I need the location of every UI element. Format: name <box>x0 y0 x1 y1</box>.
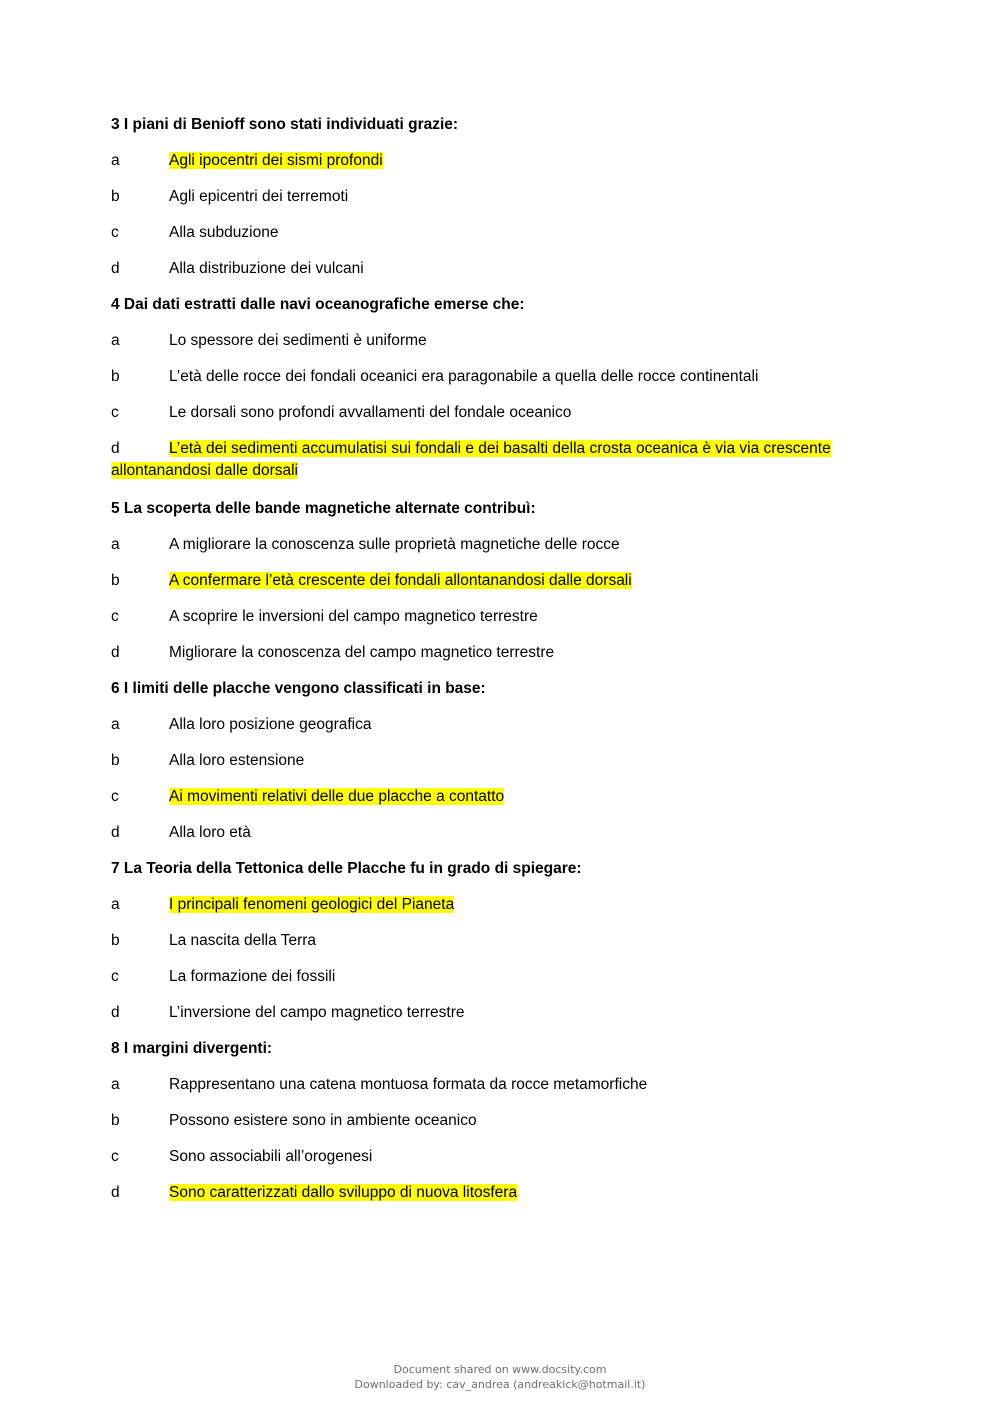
question-block <box>111 114 871 294</box>
option-d <box>111 822 871 858</box>
option-text: La formazione dei fossili <box>169 968 336 985</box>
option-text: A scoprire le inversioni del campo magnetico terrestre <box>169 608 538 625</box>
option-letter: a <box>111 716 120 733</box>
option-c <box>111 966 871 1002</box>
option-text: La nascita della Terra <box>169 932 317 949</box>
option-letter: b <box>111 368 120 385</box>
option-letter: b <box>111 932 120 949</box>
option-a <box>111 330 871 366</box>
option-c <box>111 606 871 642</box>
option-d <box>111 1182 871 1218</box>
question-block <box>111 858 871 1038</box>
question-title: 8 I margini divergenti: <box>111 1040 273 1057</box>
option-a <box>111 150 871 186</box>
docsity-footer <box>0 1362 1000 1392</box>
option-text: I principali fenomeni geologici del Pianeta <box>169 896 455 913</box>
option-text: Possono esistere sono in ambiente oceanico <box>169 1112 477 1129</box>
question-block <box>111 294 871 498</box>
option-letter: d <box>111 1184 120 1201</box>
option-letter: a <box>111 896 120 913</box>
option-text: Lo spessore dei sedimenti è uniforme <box>169 332 427 349</box>
option-text: Alla subduzione <box>169 224 279 241</box>
option-text: Alla distribuzione dei vulcani <box>169 260 364 277</box>
option-text: L’inversione del campo magnetico terrestre <box>169 1004 465 1021</box>
option-b <box>111 570 871 606</box>
option-text: Sono caratterizzati dallo sviluppo di nuova litosfera <box>169 1184 518 1201</box>
question-block <box>111 498 871 678</box>
option-d <box>111 258 871 294</box>
option-c <box>111 1146 871 1182</box>
option-letter: b <box>111 572 120 589</box>
option-letter: c <box>111 1148 119 1165</box>
option-text: Alla loro estensione <box>169 752 305 769</box>
question-block <box>111 1038 871 1218</box>
option-d <box>111 1002 871 1038</box>
option-b <box>111 1110 871 1146</box>
option-text: Ai movimenti relativi delle due placche a contatto <box>169 788 505 805</box>
option-letter: b <box>111 188 120 205</box>
option-letter: b <box>111 752 120 769</box>
option-b <box>111 366 871 402</box>
option-letter: b <box>111 1112 120 1129</box>
option-d <box>111 642 871 678</box>
option-letter: d <box>111 440 120 457</box>
question-title: 5 La scoperta delle bande magnetiche alternate contribuì: <box>111 500 536 517</box>
option-a <box>111 894 871 930</box>
option-a <box>111 714 871 750</box>
option-c <box>111 222 871 258</box>
option-text: Agli epicentri dei terremoti <box>169 188 349 205</box>
option-c <box>111 786 871 822</box>
footer-downloaded-line: Downloaded by: cav_andrea (andreakick@hotmail.it) <box>354 1378 646 1391</box>
option-letter: d <box>111 1004 120 1021</box>
question-title: 7 La Teoria della Tettonica delle Placche fu in grado di spiegare: <box>111 860 582 877</box>
question-title: 4 Dai dati estratti dalle navi oceanografiche emerse che: <box>111 296 525 313</box>
option-text: Sono associabili all’orogenesi <box>169 1148 373 1165</box>
option-text: Agli ipocentri dei sismi profondi <box>169 152 383 169</box>
option-b <box>111 186 871 222</box>
option-letter: d <box>111 260 120 277</box>
option-text: L’età dei sedimenti accumulatisi sui fondali e dei basalti della crosta oceanica è via via crescente allontanandosi dalle dorsali <box>111 440 831 479</box>
option-a <box>111 534 871 570</box>
option-letter: c <box>111 608 119 625</box>
option-letter: a <box>111 536 120 553</box>
option-a <box>111 1074 871 1110</box>
option-text: Alla loro posizione geografica <box>169 716 372 733</box>
option-text: Migliorare la conoscenza del campo magnetico terrestre <box>169 644 555 661</box>
option-letter: a <box>111 152 120 169</box>
option-letter: d <box>111 824 120 841</box>
option-text: Le dorsali sono profondi avvallamenti del fondale oceanico <box>169 404 572 421</box>
option-b <box>111 750 871 786</box>
option-letter: d <box>111 644 120 661</box>
option-b <box>111 930 871 966</box>
option-letter: a <box>111 332 120 349</box>
option-letter: c <box>111 224 119 241</box>
footer-shared-line: Document shared on www.docsity.com <box>393 1363 607 1376</box>
option-letter: c <box>111 404 119 421</box>
quiz-content <box>111 114 871 1218</box>
option-d <box>111 438 871 498</box>
question-title: 6 I limiti delle placche vengono classificati in base: <box>111 680 486 697</box>
option-text: A confermare l’età crescente dei fondali allontanandosi dalle dorsali <box>169 572 632 589</box>
question-block <box>111 678 871 858</box>
option-text: Rappresentano una catena montuosa formata da rocce metamorfiche <box>169 1076 648 1093</box>
option-text: Alla loro età <box>169 824 251 841</box>
option-letter: a <box>111 1076 120 1093</box>
option-c <box>111 402 871 438</box>
option-text: L’età delle rocce dei fondali oceanici era paragonabile a quella delle rocce continentali <box>169 368 759 385</box>
option-letter: c <box>111 788 119 805</box>
question-title: 3 I piani di Benioff sono stati individuati grazie: <box>111 116 459 133</box>
option-text: A migliorare la conoscenza sulle proprietà magnetiche delle rocce <box>169 536 620 553</box>
option-letter: c <box>111 968 119 985</box>
